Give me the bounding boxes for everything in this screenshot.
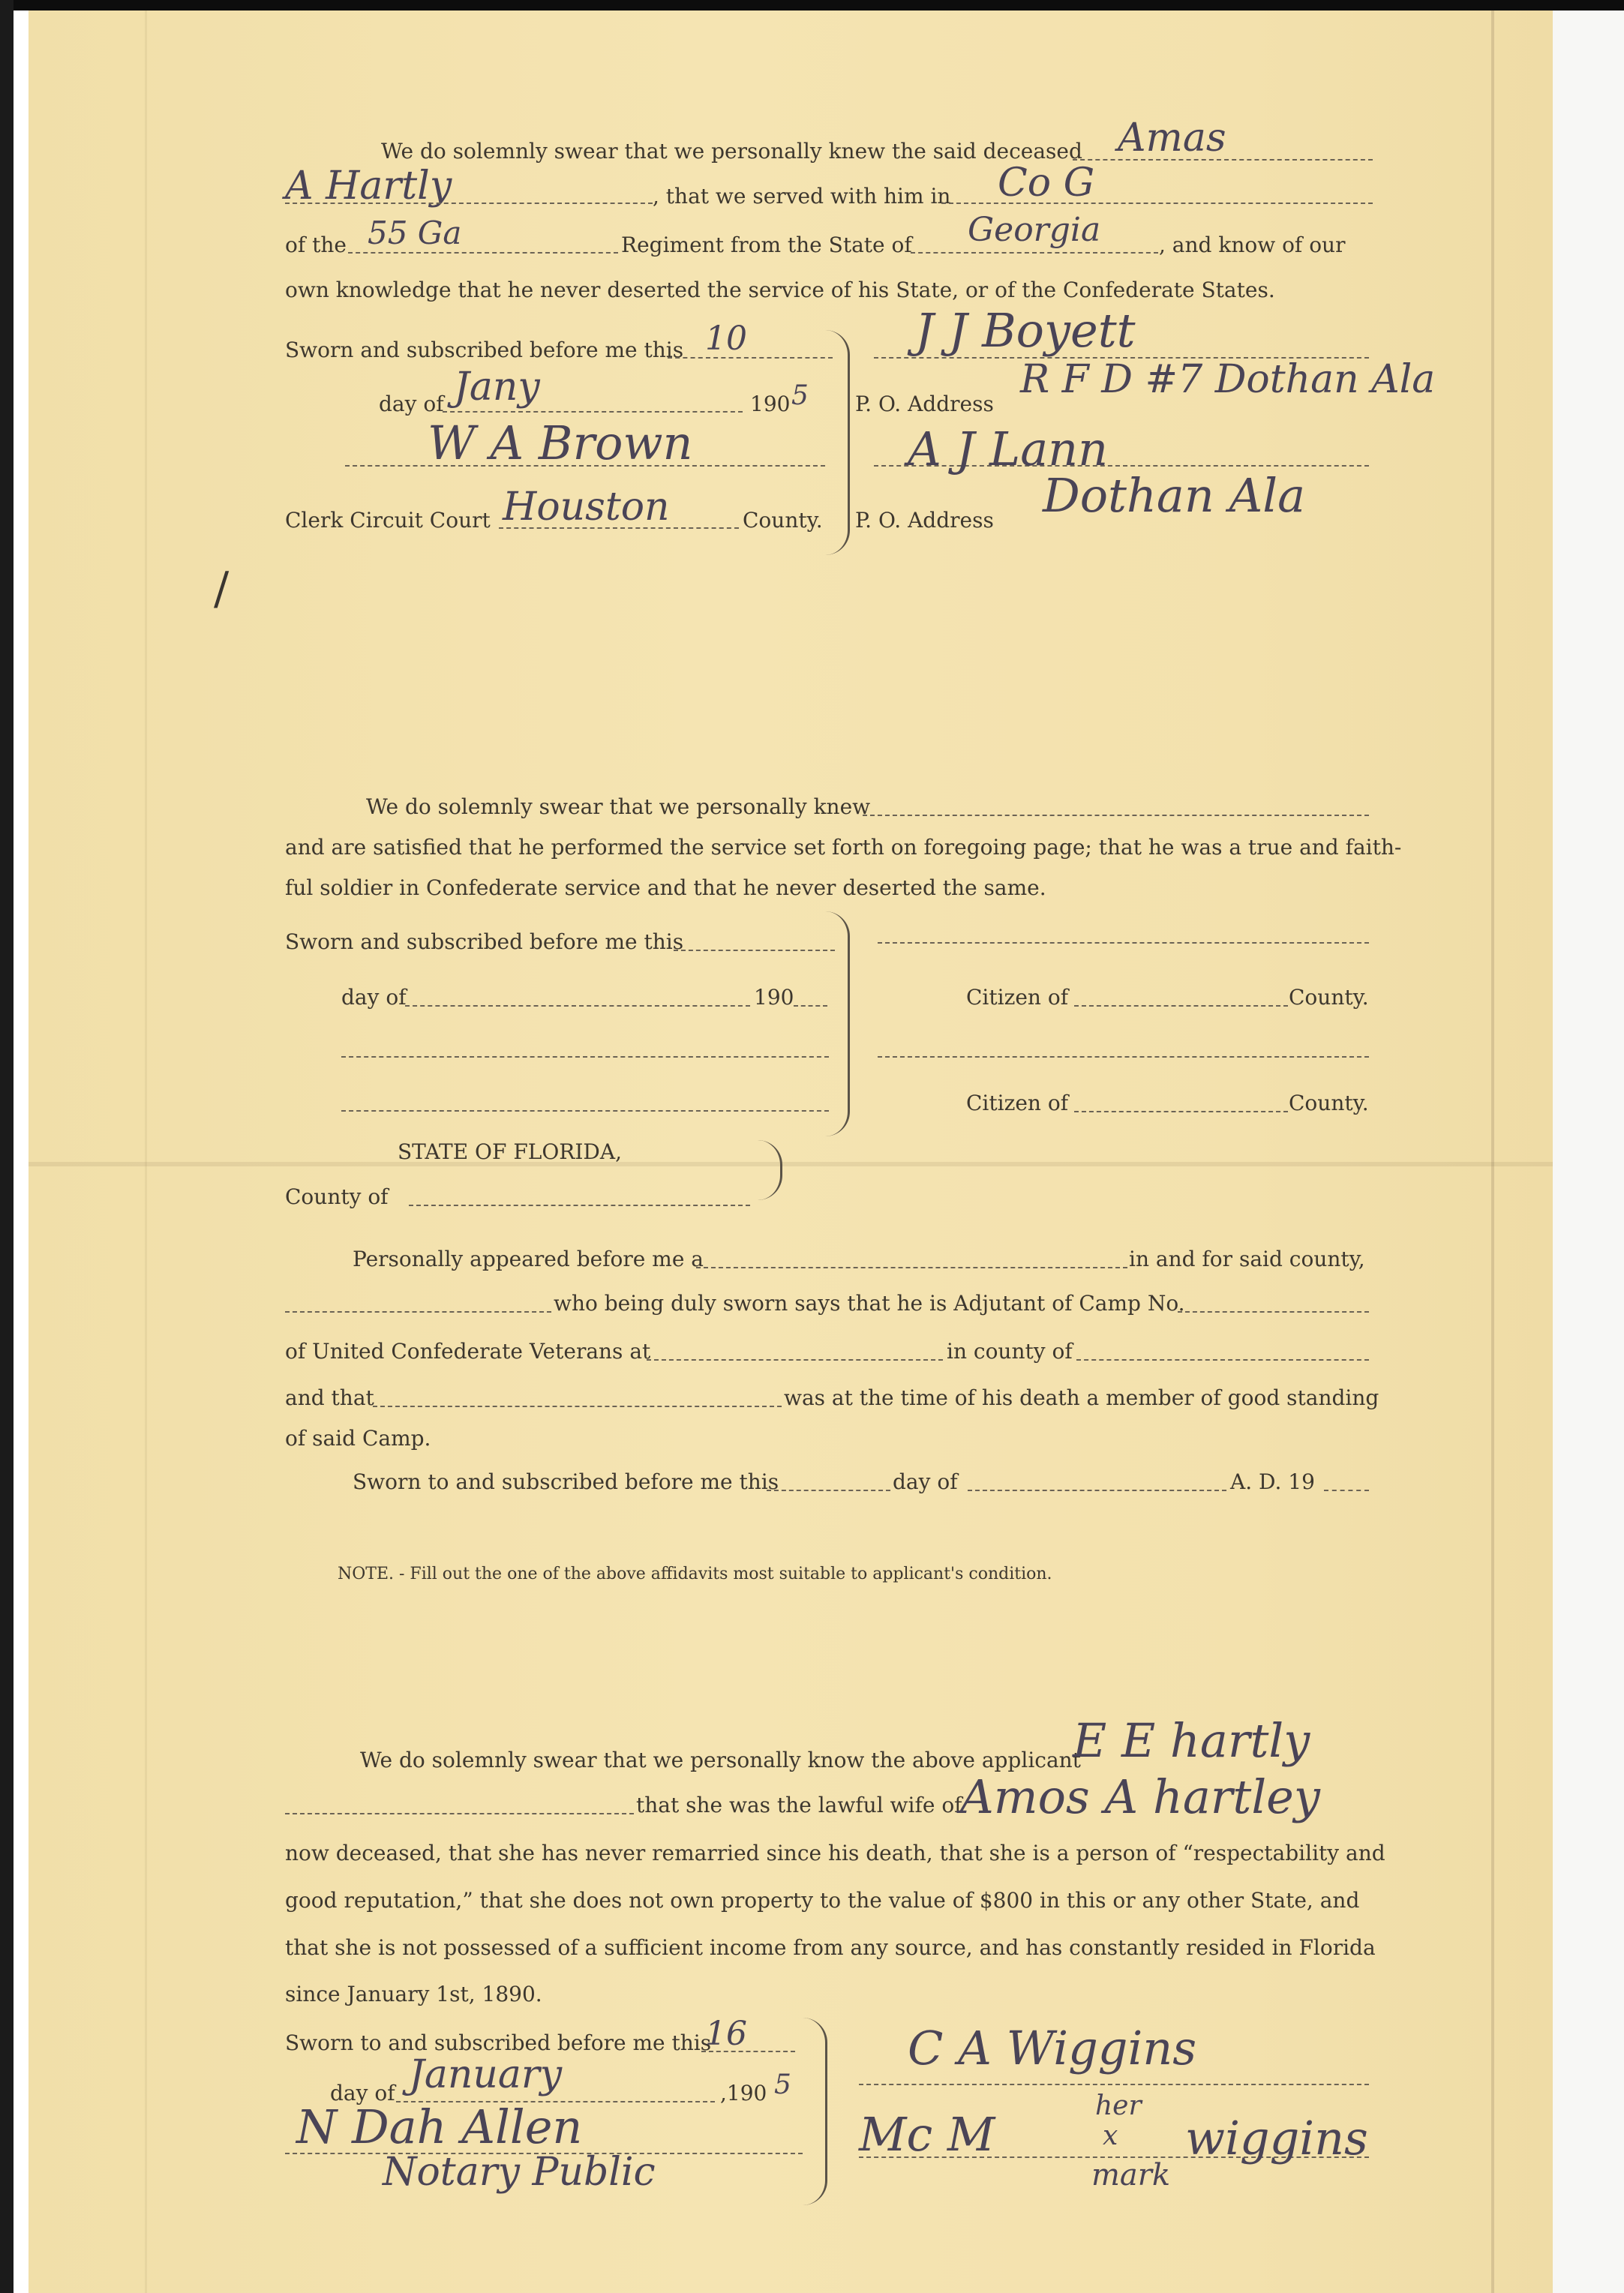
blank-line <box>968 1490 1226 1491</box>
blank-line <box>341 1056 829 1058</box>
oath-line-2-text: , that we served with him in <box>653 184 951 209</box>
oath-line-3-mid: Regiment from the State of <box>621 233 912 257</box>
blank-line <box>1076 1359 1369 1361</box>
handwritten-husband-name: Amos A hartley <box>960 1769 1320 1824</box>
blank-line <box>285 1311 551 1313</box>
handwritten-sworn-day: 10 <box>705 320 747 358</box>
service-year-label: 190 <box>754 985 794 1010</box>
appeared-suffix: in and for said county, <box>1129 1247 1365 1271</box>
blank-line <box>1178 1311 1369 1313</box>
handwritten-widow-sworn-day: 16 <box>705 2015 747 2053</box>
scan-left-border <box>0 0 14 2293</box>
handwritten-state: Georgia <box>968 211 1101 249</box>
sworn-label: Sworn and subscribed before me this <box>285 338 684 362</box>
scan-top-border <box>0 0 1624 11</box>
handwritten-widow-year-digit: 5 <box>774 2069 791 2100</box>
handwritten-year-digit: 5 <box>791 380 809 411</box>
handwritten-applicant-name: E E hartly <box>1073 1713 1310 1768</box>
oath-line-4: own knowledge that he never deserted the service of his State, or of the Confederate States. <box>285 278 1275 302</box>
ucv-county-label: in county of <box>947 1339 1073 1364</box>
oath-line-3-end: , and know of our <box>1159 233 1346 257</box>
handwritten-deceased-surname: A Hartly <box>285 164 452 209</box>
paper-fold-line <box>29 1162 1553 1166</box>
brace <box>825 911 850 1136</box>
widow-line-5: that she is not possessed of a sufficient income from any source, and has constantly resided in Florida <box>285 1935 1376 1960</box>
handwritten-deceased-first-name: Amas <box>1118 116 1226 161</box>
blank-line <box>1074 1005 1288 1007</box>
service-line-2: and are satisfied that he performed the service set forth on foregoing page; that he was a true and faith- <box>285 835 1402 860</box>
handwritten-her-label: her <box>1095 2090 1142 2121</box>
handwritten-witness1-signature: J J Boyett <box>915 303 1136 358</box>
widow-line-4: good reputation,” that she does not own property to the value of $800 in this or any other State, and <box>285 1888 1360 1913</box>
handwritten-witness2-signature: A J Lann <box>908 422 1109 476</box>
blank-line <box>878 1056 1369 1058</box>
service-line-3: ful soldier in Confederate service and that he never deserted the same. <box>285 875 1046 900</box>
blank-line <box>341 1110 829 1112</box>
note-text: NOTE. - Fill out the one of the above affidavits most suitable to applicant's condition. <box>338 1565 1052 1583</box>
day-of-label: day of <box>379 392 444 416</box>
brace <box>825 330 850 555</box>
handwritten-notary-signature: N Dah Allen <box>296 2099 583 2154</box>
blank-line <box>285 1813 634 1814</box>
widow-line-6: since January 1st, 1890. <box>285 1982 542 2006</box>
oath-line-1: We do solemnly swear that we personally knew the said deceased <box>381 139 1082 164</box>
scan-right-margin <box>1549 11 1624 2293</box>
blank-line <box>696 1267 1127 1268</box>
widow-line-1: We do solemnly swear that we personally know the above applicant <box>360 1748 1081 1772</box>
service-line-1: We do solemnly swear that we personally knew <box>366 794 871 819</box>
member-text: was at the time of his death a member of good standing <box>784 1385 1379 1410</box>
state-of-florida-header: STATE OF FLORIDA, <box>398 1139 623 1164</box>
county-of-label: County of <box>285 1184 389 1209</box>
blank-line <box>409 1205 750 1206</box>
handwritten-witness2-address: Dothan Ala <box>1043 468 1306 523</box>
handwritten-county: Houston <box>503 485 670 530</box>
appeared-prefix: Personally appeared before me a <box>353 1247 704 1271</box>
handwritten-witness3-signature: C A Wiggins <box>908 2021 1197 2075</box>
citizen-of-label-2: Citizen of <box>966 1091 1069 1115</box>
blank-line <box>647 1359 943 1361</box>
blank-line <box>443 411 743 413</box>
handwritten-x-mark: x <box>1103 2120 1118 2151</box>
county-label: County. <box>743 508 823 533</box>
service-sworn-label: Sworn and subscribed before me this <box>285 929 684 954</box>
handwritten-witness4-surname: wiggins <box>1185 2111 1368 2165</box>
handwritten-company: Co G <box>998 161 1095 206</box>
blank-line <box>767 1490 890 1491</box>
adjutant-text: who being duly sworn says that he is Adjutant of Camp No. <box>554 1291 1185 1316</box>
handwritten-widow-month: January <box>409 2052 563 2097</box>
year-prefix: 190 <box>750 392 791 416</box>
county-label-2: County. <box>1289 1091 1369 1115</box>
widow-day-of-label: day of <box>330 2081 395 2105</box>
blank-line <box>285 203 653 204</box>
handwritten-witness4-initials: Mc M <box>859 2107 995 2162</box>
blank-line <box>863 815 1369 816</box>
citizen-of-label-1: Citizen of <box>966 985 1069 1010</box>
service-day-of-label: day of <box>341 985 407 1010</box>
blank-line <box>405 1005 750 1007</box>
of-said-camp: of said Camp. <box>285 1426 431 1451</box>
handwritten-month: Jany <box>454 365 540 410</box>
blank-line <box>1324 1490 1369 1491</box>
blank-line <box>348 252 618 254</box>
po-address-label: P. O. Address <box>855 392 994 416</box>
sworn-to-prefix: Sworn to and subscribed before me this <box>353 1469 779 1494</box>
county-label-1: County. <box>1289 985 1369 1010</box>
and-that-label: and that <box>285 1385 374 1410</box>
blank-line <box>373 1406 782 1407</box>
blank-line <box>674 950 835 951</box>
blank-line <box>794 1005 827 1007</box>
handwritten-regiment: 55 Ga <box>368 215 462 251</box>
blank-line <box>1074 1111 1288 1112</box>
widow-sworn-label: Sworn to and subscribed before me this <box>285 2030 712 2055</box>
oath-line-3-prefix: of the <box>285 233 347 257</box>
ad-label: A. D. 19 <box>1230 1469 1315 1494</box>
paper-edge-shadow <box>145 11 147 2293</box>
blank-line <box>668 357 833 359</box>
po-address-label-2: P. O. Address <box>855 508 994 533</box>
ucv-prefix: of United Confederate Veterans at <box>285 1339 651 1364</box>
paper-right-crease <box>1491 11 1494 2293</box>
widow-line-3: now deceased, that she has never remarried since his death, that she is a person of “respectability and <box>285 1841 1385 1865</box>
blank-line <box>911 252 1158 254</box>
sworn-to-day-of: day of <box>893 1469 958 1494</box>
handwritten-mark-label: mark <box>1091 2158 1171 2192</box>
clerk-label: Clerk Circuit Court <box>285 508 491 533</box>
brace <box>803 2018 827 2205</box>
widow-year-prefix: ,190 <box>720 2081 767 2105</box>
handwritten-clerk-signature: W A Brown <box>428 416 693 470</box>
blank-line <box>878 942 1369 944</box>
handwritten-witness1-address: R F D #7 Dothan Ala <box>1020 357 1436 402</box>
blank-line <box>859 2084 1369 2085</box>
handwritten-notary-title: Notary Public <box>383 2150 656 2195</box>
margin-pencil-mark: / <box>214 563 230 615</box>
widow-line-2-mid: that she was the lawful wife of <box>636 1793 962 1817</box>
